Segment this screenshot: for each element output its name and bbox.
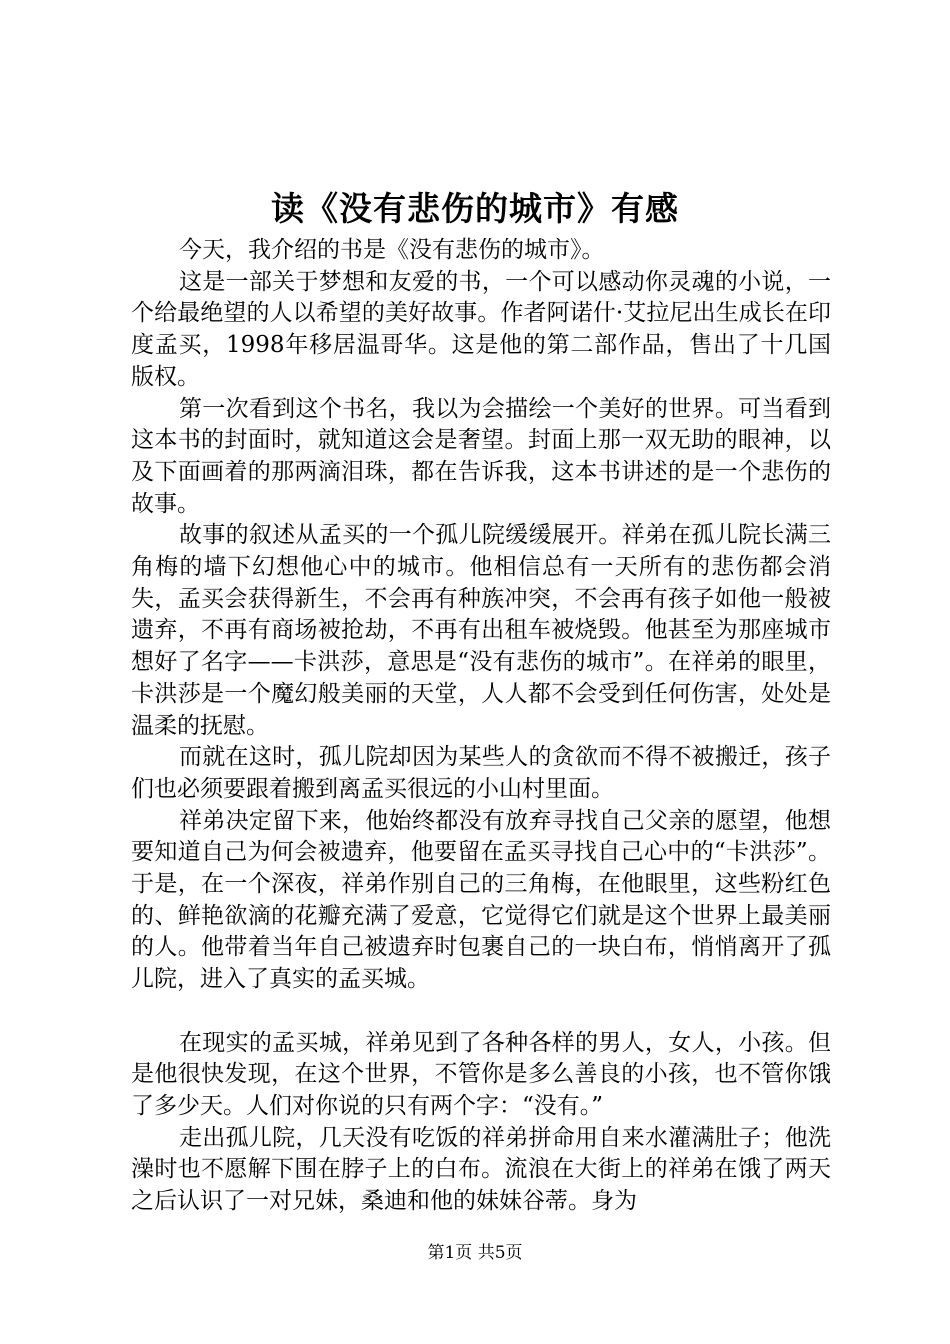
page-number-footer: 第1页 共5页 [427, 1243, 523, 1263]
document-body [131, 235, 831, 1218]
paragraph-orphanage-relocation: 而就在这时，孤儿院却因为某些人的贪欲而不得不被搬迁，孩子们也必须要跟着搬到离孟买很远的小山村里面。 [131, 744, 831, 802]
paragraph-story-opening: 故事的叙述从孟买的一个孤儿院缓缓展开。祥弟在孤儿院长满三角梅的墙下幻想他心中的城市。他相信总有一天所有的悲伤都会消失，孟买会获得新生，不会再有种族冲突，不会再有孩子如他一般被遗弃，不再有商场被抢劫，不再有出租车被烧毁。他甚至为那座城市想好了名字——卡洪莎，意思是“没有悲伤的城市”。在祥弟的眼里，卡洪莎是一个魔幻般美丽的天堂，人人都不会受到任何伤害，处处是温柔的抚慰。 [131, 522, 831, 739]
paragraph-book-description: 这是一部关于梦想和友爱的书，一个可以感动你灵魂的小说，一个给最绝望的人以希望的美好故事。作者阿诺什·艾拉尼出生成长在印度孟买，1998年移居温哥华。这是他的第二部作品，售出了十几国版权。 [131, 268, 831, 390]
paragraph-first-impression: 第一次看到这个书名，我以为会描绘一个美好的世界。可当看到这本书的封面时，就知道这会是奢望。封面上那一双无助的眼神，以及下面画着的那两滴泪珠，都在告诉我，这本书讲述的是一个悲伤的故事。 [131, 395, 831, 517]
paragraph-intro: 今天，我介绍的书是《没有悲伤的城市》。 [179, 237, 605, 263]
document-title: 读《没有悲伤的城市》有感 [271, 189, 679, 228]
paragraph-wandering: 走出孤儿院，几天没有吃饭的祥弟拼命用自来水灌满肚子；他洗澡时也不愿解下围在脖子上的白布。流浪在大街上的祥弟在饿了两天之后认识了一对兄妹，桑迪和他的妹妹谷蒂。身为 [131, 1124, 831, 1215]
paragraph-decision-to-stay: 祥弟决定留下来，他始终都没有放弃寻找自己父亲的愿望，他想要知道自己为何会被遗弃，他要留在孟买寻找自己心中的“卡洪莎”。于是，在一个深夜，祥弟作别自己的三角梅，在他眼里，这些粉红色的、鲜艳欲滴的花瓣充满了爱意，它觉得它们就是这个世界上最美丽的人。他带着当年自己被遗弃时包裹自己的一块白布，悄悄离开了孤儿院，进入了真实的孟买城。 [131, 807, 831, 993]
paragraph-real-city: 在现实的孟买城，祥弟见到了各种各样的男人，女人，小孩。但是他很快发现，在这个世界，不管你是多么善良的小孩，也不管你饿了多少天。人们对你说的只有两个字：“没有。” [131, 1029, 831, 1119]
